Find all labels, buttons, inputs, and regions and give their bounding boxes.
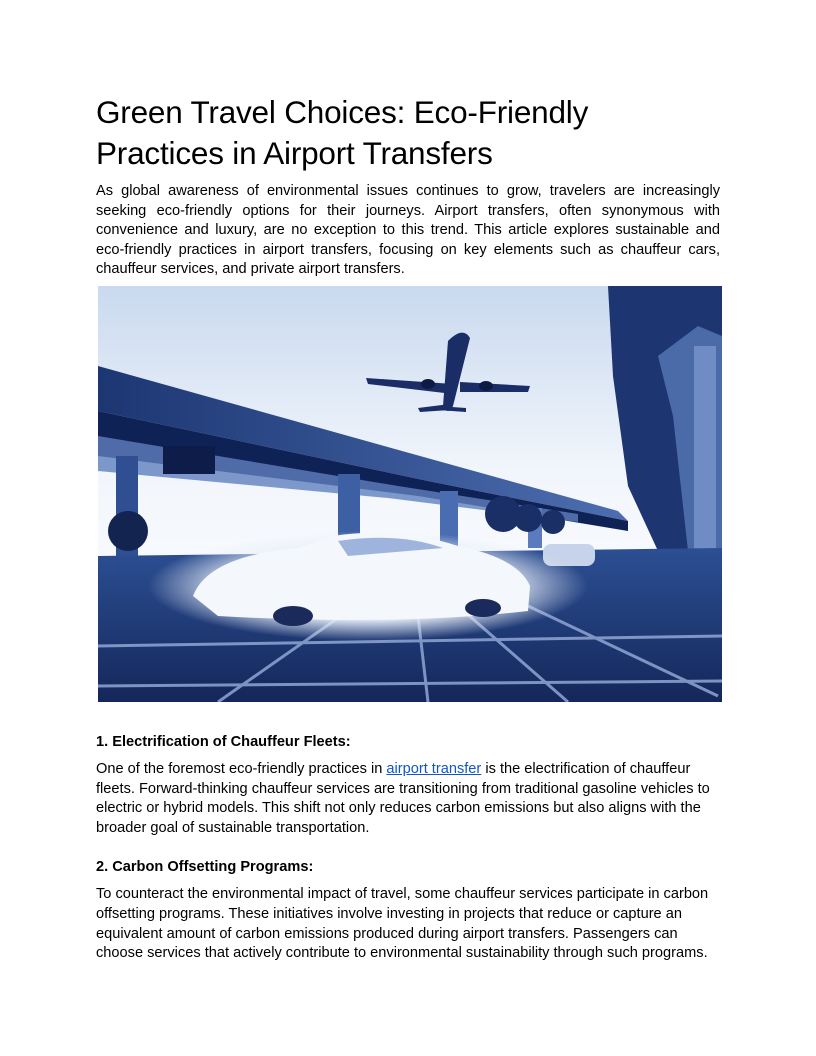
section-paragraph-carbon-offsetting: To counteract the environmental impact of travel, some chauffeur services participate in carbon offsetting programs. These initiatives involve investing in projects that reduce or capture an equivalent amount of carbon emissions produced during airport transfers. Passengers can choose services that actively contribute to environmental sustainability through such programs. (96, 886, 709, 962)
paragraph-text-start: One of the foremost eco-friendly practices in (96, 760, 387, 777)
paragraph-text-end: is the electrification of chauffeur fleets. Forward-thinking chauffeur services are transitioning from traditional gasoline vehicles to electric or hybrid models. This shift not only reduces carbon emissions but also aligns with the broader goal of sustainable transportation. (96, 760, 710, 836)
section-heading-carbon-offsetting: 2. Carbon Offsetting Programs: (96, 859, 314, 876)
airport-transfer-photo (98, 286, 722, 702)
section-paragraph-electrification (96, 760, 720, 838)
document-page (96, 92, 720, 964)
airport-transfer-link[interactable]: airport transfer (386, 760, 482, 777)
section-heading-electrification: 1. Electrification of Chauffeur Fleets: (96, 733, 351, 750)
article-title: Green Travel Choices: Eco-Friendly Practices in Airport Transfers (96, 94, 589, 171)
intro-paragraph: As global awareness of environmental issues continues to grow, travelers are increasingly seeking eco-friendly options for their journeys. Airport transfers, often synonymous with convenience and luxury, are no exception to this trend. This article explores sustainable and eco-friendly practices in airport transfers, focusing on key elements such as chauffeur cars, chauffeur services, and private airport transfers. (96, 183, 720, 278)
